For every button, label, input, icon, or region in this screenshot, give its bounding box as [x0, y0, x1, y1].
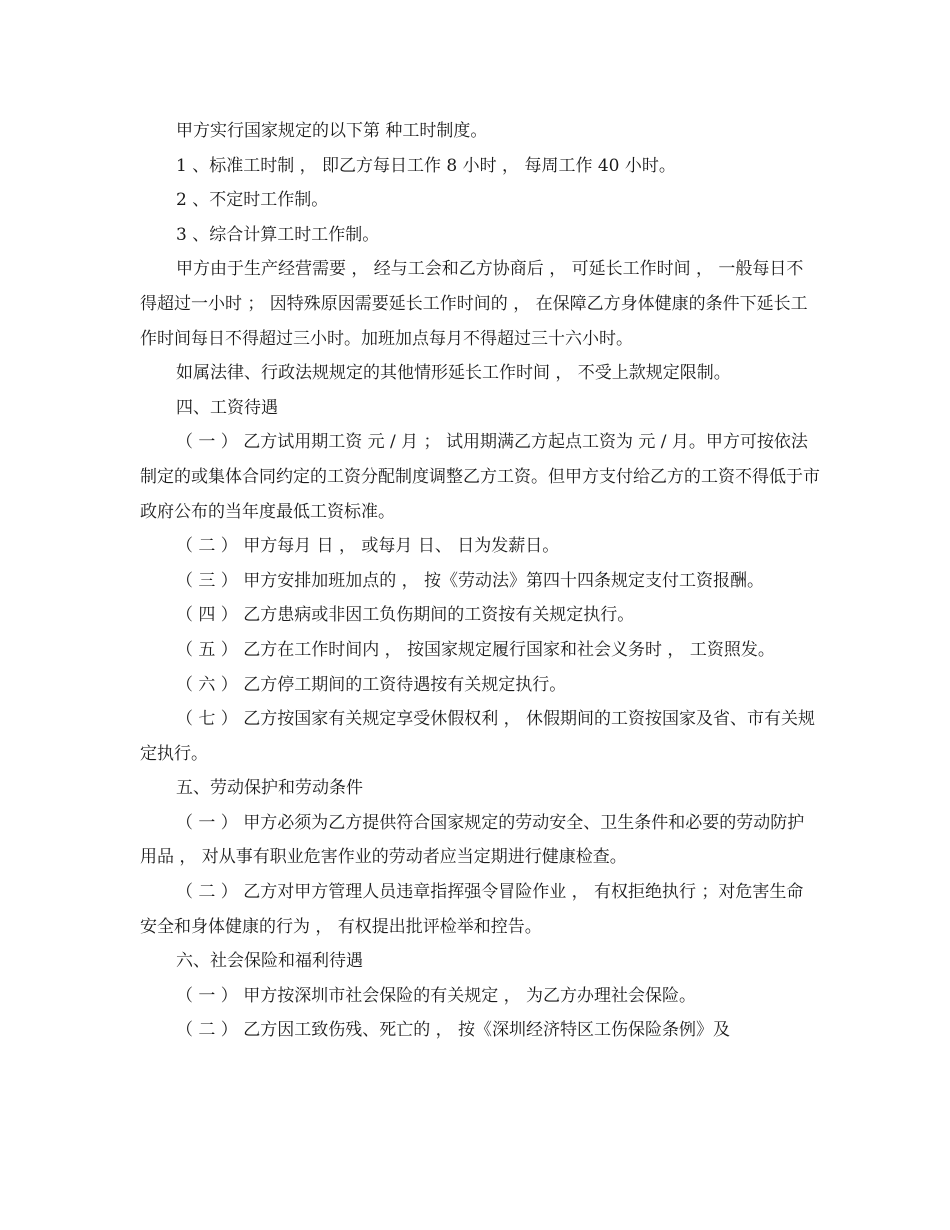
- paragraph-stoppage-pay: （ 六 ） 乙方停工期间的工资待遇按有关规定执行。: [176, 674, 567, 695]
- paragraph-sick-pay: （ 四 ） 乙方患病或非因工负伤期间的工资按有关规定执行。: [176, 605, 635, 626]
- paragraph-flexible-hours: 2 、不定时工作制。: [176, 190, 329, 211]
- document-body: [140, 114, 820, 1048]
- paragraph-social-insurance: （ 一 ） 甲方按深圳市社会保险的有关规定 ， 为乙方办理社会保险。: [176, 985, 697, 1006]
- paragraph-wage-probation: （ 一 ） 乙方试用期工资 元 / 月 ； 试用期满乙方起点工资为 元 / 月。甲方可按依法制定的或集体合同约定的工资分配制度调整乙方工资。但甲方支付给乙方的工资不得低于市政府公布的当年度最低工资标准。: [140, 432, 820, 522]
- paragraph-payday: （ 二 ） 甲方每月 日 ， 或每月 日、 日为发薪日。: [176, 536, 560, 557]
- paragraph-comprehensive-hours: 3 、综合计算工时工作制。: [176, 224, 380, 245]
- paragraph-work-injury: （ 二 ） 乙方因工致伤残、死亡的 ， 按《深圳经济特区工伤保险条例》及: [176, 1020, 731, 1041]
- paragraph-overtime-pay: （ 三 ） 甲方安排加班加点的 ， 按《劳动法》第四十四条规定支付工资报酬。: [176, 570, 765, 591]
- paragraph-overtime-limits: 甲方由于生产经营需要 ， 经与工会和乙方协商后 ， 可延长工作时间 ， 一般每日不得超过一小时 ； 因特殊原因需要延长工作时间的 ， 在保障乙方身体健康的条件下延长工作时间每日不得超过三小时。加班加点每月不得超过三十六小时。: [140, 259, 808, 349]
- section-heading-labor-protection: 五、劳动保护和劳动条件: [176, 778, 363, 799]
- paragraph-civic-duty-pay: （ 五 ） 乙方在工作时间内 ， 按国家规定履行国家和社会义务时 ， 工资照发。: [176, 639, 775, 660]
- paragraph-legal-exception: 如属法律、行政法规规定的其他情形延长工作时间 ， 不受上款规定限制。: [176, 363, 731, 384]
- paragraph-standard-hours: 1 、标准工时制 ， 即乙方每日工作 8 小时 ， 每周工作 40 小时。: [176, 155, 676, 176]
- paragraph-safety-conditions: （ 一 ） 甲方必须为乙方提供符合国家规定的劳动安全、卫生条件和必要的劳动防护用品 ， 对从事有职业危害作业的劳动者应当定期进行健康检查。: [140, 812, 805, 868]
- section-heading-social-insurance: 六、社会保险和福利待遇: [176, 951, 363, 972]
- paragraph-leave-pay: （ 七 ） 乙方按国家有关规定享受休假权利 ， 休假期间的工资按国家及省、市有关规定执行。: [140, 709, 816, 764]
- section-heading-wages: 四、工资待遇: [176, 397, 278, 418]
- paragraph-working-hours-intro: 甲方实行国家规定的以下第 种工时制度。: [176, 121, 488, 141]
- paragraph-right-to-refuse: （ 二 ） 乙方对甲方管理人员违章指挥强令冒险作业 ， 有权拒绝执行 ；对危害生命安全和身体健康的行为 ， 有权提出批评检举和控告。: [140, 882, 804, 937]
